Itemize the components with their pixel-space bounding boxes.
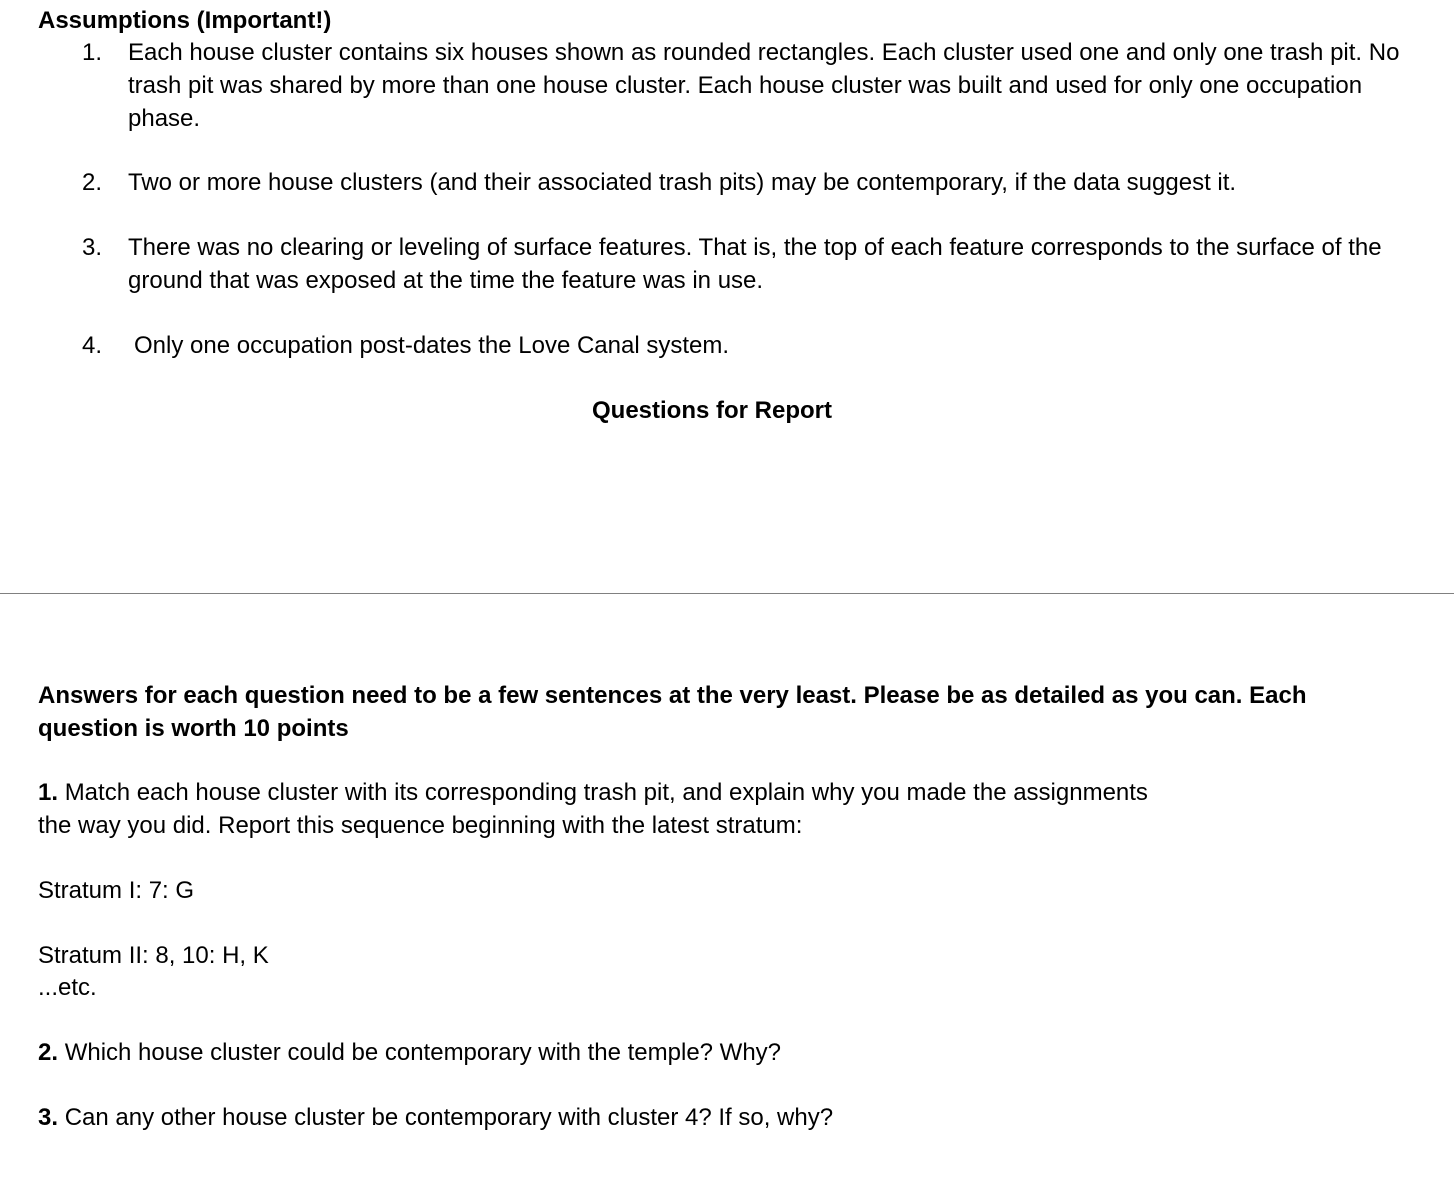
example-etc: ...etc. [38,974,97,1001]
page-divider [0,593,1454,594]
question-number: 3. [38,1104,59,1131]
instructions-text: Answers for each question need to be a few sentences at the very least. Please be as detailed as you can. Each question is worth 10 points [38,682,1307,742]
question-2 [38,1036,1318,1069]
assumption-number: 1. [82,39,103,66]
assumption-number: 4. [82,332,103,359]
question-text: Can any other house cluster be contemporary with cluster 4? If so, why? [64,1104,834,1131]
assumption-text: Each house cluster contains six houses shown as rounded rectangles. Each cluster used one and only one trash pit. No trash pit was shared by more than one house cluster. Each house cluster was built and used for only one occupation phase. [128,39,1400,132]
question-number: 2. [38,1039,59,1066]
assumption-number: 3. [82,234,103,261]
example-stratum-2: Stratum II: 8, 10: H, K [38,942,269,969]
assumption-number: 2. [82,169,103,196]
question-text: Which house cluster could be contemporary with the temple? Why? [64,1039,782,1066]
assumption-text: Only one occupation post-dates the Love Canal system. [134,332,730,359]
question-text-continued: the way you did. Report this sequence beginning with the latest stratum: [38,812,803,839]
assumption-text: There was no clearing or leveling of surface features. That is, the top of each feature corresponds to the surface of the ground that was exposed at the time the feature was in use. [128,234,1382,294]
question-number: 1. [38,779,59,806]
question-text: Match each house cluster with its corresponding trash pit, and explain why you made the assignments [64,779,1148,806]
example-stratum-1: Stratum I: 7: G [38,877,195,904]
questions-heading: Questions for Report [591,397,832,424]
assumptions-heading: Assumptions (Important!) [38,7,332,34]
assumption-text: Two or more house clusters (and their associated trash pits) may be contemporary, if the data suggest it. [128,169,1237,196]
question-3 [38,1101,1318,1134]
question-1 [38,776,1338,842]
